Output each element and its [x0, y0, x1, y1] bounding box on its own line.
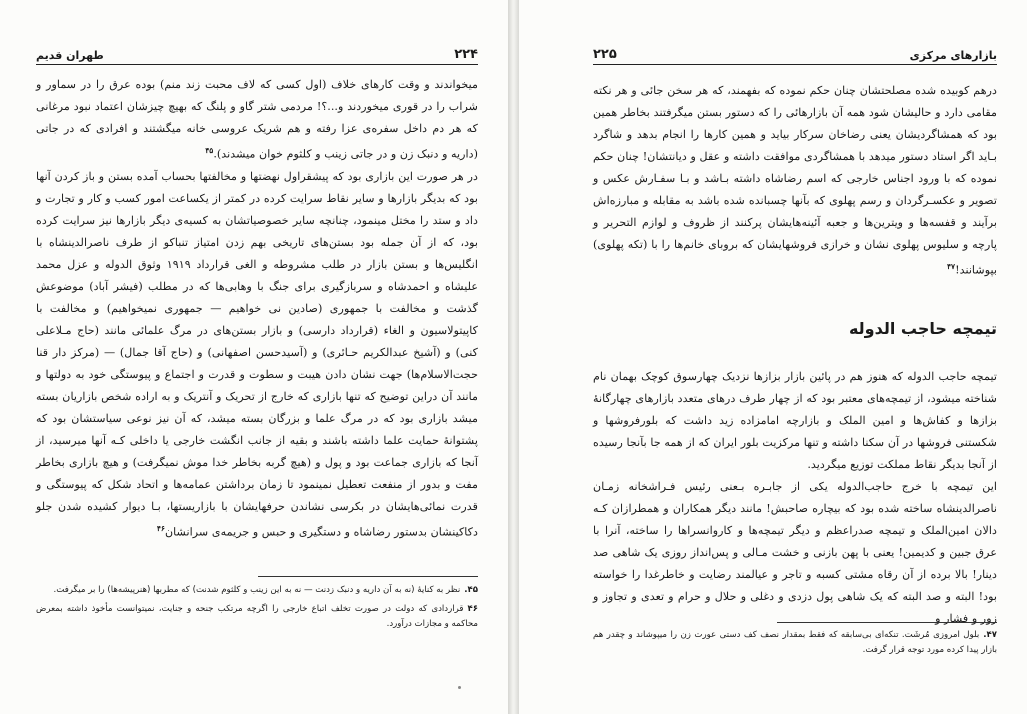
right-paragraph-2: تیمچه حاجب الدوله که هنوز هم در پائین بازار بزازها نزدیک چهارسوق کوچک بهمان نام شناخته میشود، از تیمچه‌های معتبر بود که از چهار طرف درهای متعدد بازارهای چهارگانهٔ بزازها و کفاش‌ها و امین الملک و بازارچه امامزاده زید داشت که بلورفروشها و شکستنی فروشها در آن سکنا داشته و تنها مرکزیت بلور ایران که از همه جا بآنجا رسیده از آنجا بدیگر نقاط مملکت توزیع میگردید. — [593, 369, 997, 471]
right-paragraph-3: این تیمچه با خرج حاجب‌الدوله یکی از جابـره‌ بـعنی رئیس فـراشخانه زمـان ناصرالدینشاه ساخته شده بود که بیچاره صاحبش! مانند دیگر همکاران و همطرازان کـه دالان امین‌الملک و تیمچه صدراعظم و دیگر تیمچه‌ها و کاروانسراها را ساخته، آنرا با عرق جبین و کدیمین! یعنی با پهن بازنی و خشت مـالی و پس‌انداز روزی یک شاهی صد دینار! بالا برده از آن رقاه مشتی کسبه و تاجر و عیالمند رضایت و خاطرغدا را خواسته بود! البته و صد البته که یک شاهی پول دزدی و دغلی و حلال و حرام و تعدی و تجاوز و زور و فشار و — [593, 479, 997, 625]
book-gutter — [508, 0, 519, 714]
footnote-45: ۴۵.نظر به کنایهٔ (نه به آن داریه و دنبک زدنت — نه به این زینب و کلثوم شدنت) که مطربها (هنرپیشه‌ها) را بر میگرفت. — [53, 585, 478, 595]
footnote-46: ۴۶قراردادی که دولت در صورت تخلف اتباع خارجی را اگرچه مرتکب جنحه و جنایت، نمیتوانست مأخوذ داشته بمعرض محاکمه و مجازات درآورد. — [36, 604, 478, 629]
section-heading: تیمچه حاجب الدوله — [848, 318, 997, 338]
left-running-title: طهران قدیم — [36, 49, 104, 62]
left-header-rule — [36, 64, 478, 65]
right-footnotes — [593, 628, 997, 662]
right-page-number: ۲۲۵ — [593, 47, 617, 62]
right-page — [519, 0, 1027, 714]
left-page-number: ۲۲۴ — [454, 47, 478, 62]
paper-speck — [458, 686, 461, 689]
right-header-rule — [593, 64, 997, 65]
left-page-body — [36, 74, 478, 543]
right-page-header — [593, 40, 997, 62]
left-footnotes — [36, 583, 478, 636]
left-page — [0, 0, 508, 714]
footnote-ref-46: ۴۶ — [156, 523, 165, 533]
footnote-ref-47: ۴۷ — [947, 262, 956, 271]
right-page-body — [593, 80, 997, 630]
right-paragraph-1: درهم کوبیده شده مصلحتشان چنان حکم نموده که بفهمند، که هر سخن جائی و هر نکته مقامی دارد و حالیشان شود همه آن بازارهائی را که دستور بستن میگرفتند بخاطر همین بود که همشاگردیشان یعنی رضاخان سرکار بیاید و همین کارها را انجام بدهد و شاگرد بـاید اگر استاد دستور میدهد با همشاگردی موافقت داشته و عقل و دیانتشان! چنان حکم نموده که با ورود اجناس خارجی که اسم رضاشاه داشته بـاشد و بـا سفـارش عکس و تصویر و عکسـرگردان و رسم پهلوی که بآنها چسبانده شده باشد به مقابله و مبارزه‌اش برآیند و قفسه‌ها و ویترین‌ها و جعبه آئینه‌هایشان پرکنند از ظروف و لوازم التحریر و پارچه و سلیوس پهلوی نشان و خرازی فروشهایشان که بروبای خانم‌ها را با (تکه پهلوی) بپوشانند!$^{۴۷}$ — [593, 84, 997, 277]
left-page-header — [36, 40, 478, 62]
footnote-ref-45: ۴۵ — [205, 146, 214, 155]
left-paragraph-1: میخواندند و وقت کارهای خلاف (اول کسی که لاف محبت زند منم) بوده عرق را در سماور و شراب را در قوری میخوردند و...؟! مردمی شتر گاو و پلنگ که بهیچ چیزشان اعتماد نبود مرغانی که هر دم داخل سفره‌ی عزا رفته و هم شریک عروسی خانه میگشتند و افرادی که در جاتی (داریه و دنبک زن و در جاتی زینب و کلثوم خوان میشدند).$^{۴۵}$ — [36, 78, 478, 161]
footnote-47: ۴۷.بلول امروزی مُرشَت. تنکه‌ای بی‌سابقه‌ که فقط بمقدار نصف کف دستی عورت زن را میپوشاند و چقدر هم بازار پیدا کرده مورد توجه قرار گرفت. — [593, 630, 997, 655]
left-paragraph-2: در هر صورت این بازاری بود که پیشقراول نهضتها و مخالفتها بحساب آمده بستن و باز کردن آنها بود که بدیگر بازارها و سایر نقاط سرایت کرده در کمتر از یکساعت امور کسب و کار و تجارت و داد و ستد را مختل مینمود، چنانچه سایر خصوصیاتشان به کسیه‌ی دیگر بازارها نیز سرایت کرده بود، که از آن جمله بود بستن‌های تاریخی بهم زدن امتیاز تنباکو از طرف ناصرالدینشاه با انگلیس‌ها و بستن بازار در طلب مشروطه و الغی قرارداد ۱۹۱۹ وثوق الدوله و عزل محمد علیشاه و احمدشاه و سربازگیری برای جنگ با وهابی‌ها که در مطلب (فیشر آباد) موضوعش گذشت و مخالفت با جمهوری (صادین نی خواهیم — جمهوری نمیخواهیم) و مخالفت با کاپیتولاسیون و الغاء (قرارداد دارسی) و بازار بستن‌های در مرگ علمائی مانند (حاج مـلاعلی کنی) و (آشیخ عبدالکریم حـائری) و (آسیدحسن اصفهانی) و (حاج آقا جمال) — (مرکز دار قنا حجت‌الاسلام‌ها) جهت نشان دادن هیبت و سطوت و قدرت و اجتماع و پیوستگی خود به دولتها و مانند آن دراین توضیح که تنها بازاری که خارج از تحریک و آنتریک و به اراده شخص بازاریان بسته میشد بازاری بود که در مرگ علما و بزرگان بسته میشد، که آن نیز نوعی سیاستشان بود که پشتوانهٔ حمایت علما داشته باشند و بقیه از جانب انگشت خارجی یا داخلی کـه آنها میرسید، از آنجا که بازاری جماعت بود و پول و (هیچ گربه بخاطر خدا موش نمیگرفت) و هیچ بازاری بخاطر مفت و بدور از منفعت تعطیل نمینمود تا زمان برداشتن عمامه‌ها و اتحاد شکل که پیوستگی و قدرت نمائی‌هایشان در بکرسی نشاندن حرفهایشان با بازاریستها، بـا دیوار کشیده شدن جلو دکاکینشان بدستور رضاشاه و دستگیری و حبس و جریمه‌ی سرانشان$^{۴۶}$ — [36, 169, 478, 539]
left-footnote-rule — [258, 576, 478, 577]
right-running-title: بازارهای مرکزی — [909, 49, 997, 62]
right-footnote-rule — [777, 622, 997, 623]
